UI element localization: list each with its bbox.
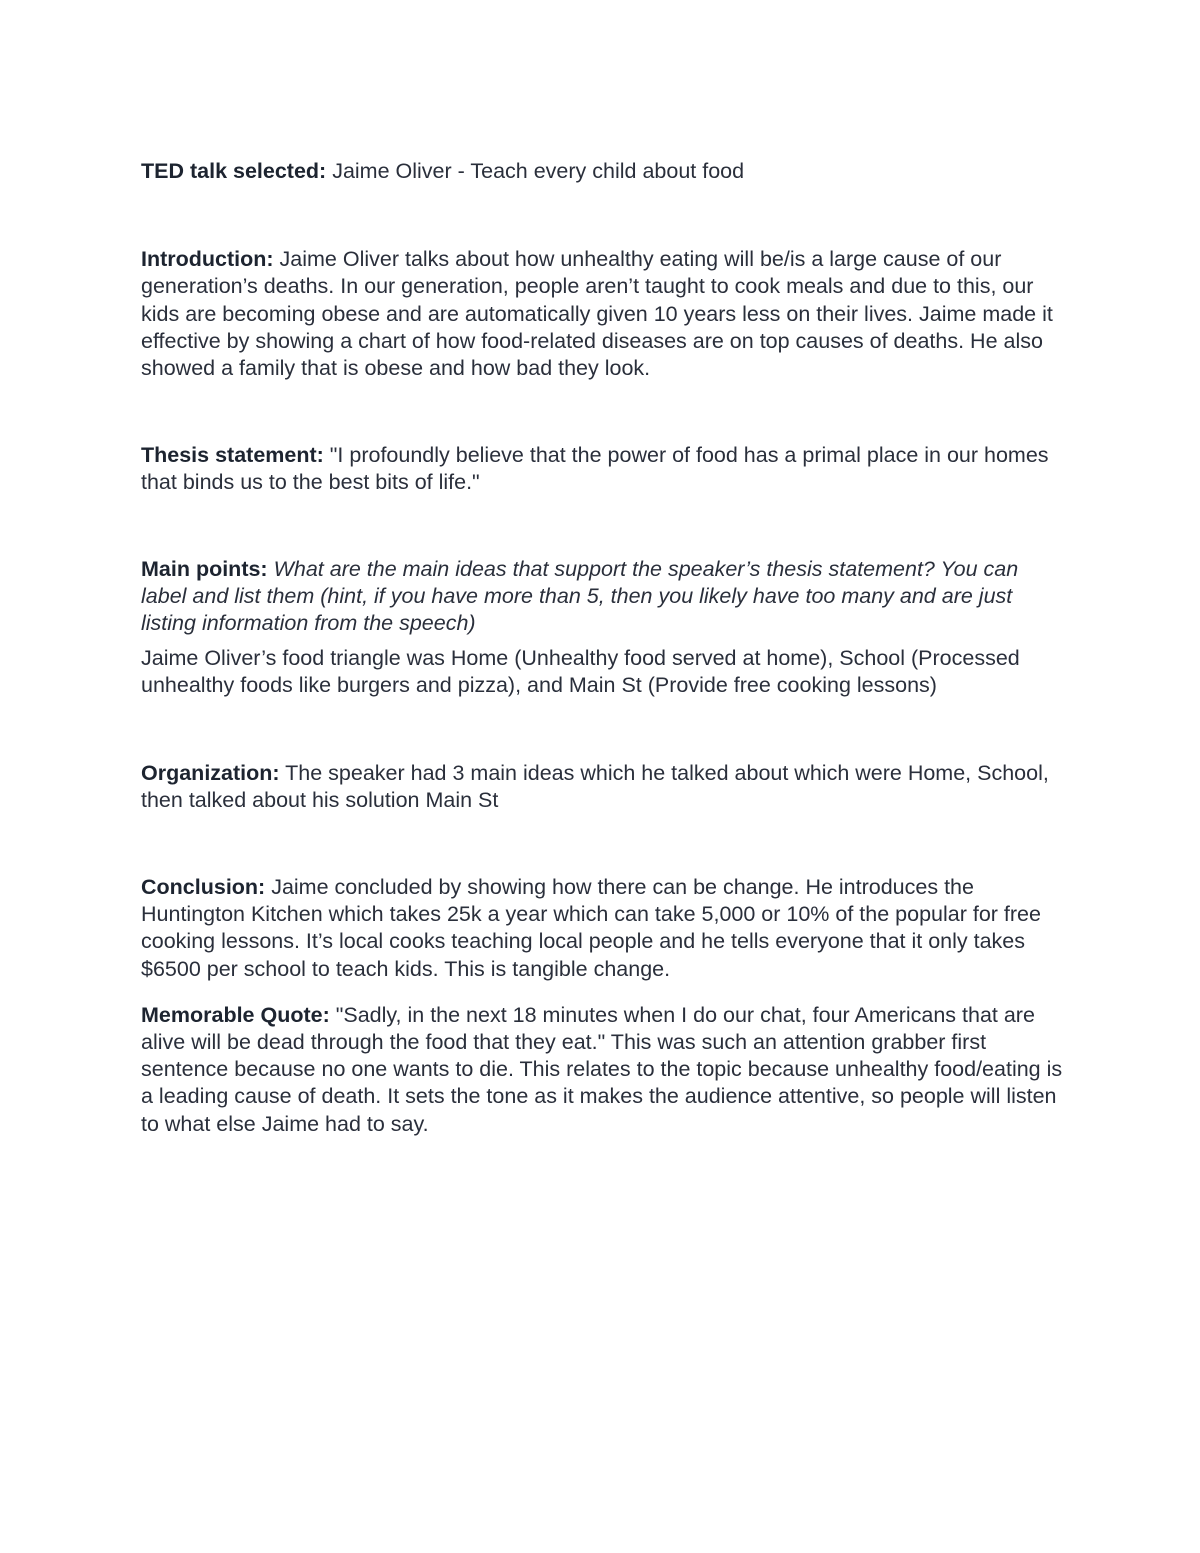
introduction-label: Introduction: bbox=[141, 247, 274, 272]
memorable-quote-section bbox=[141, 1002, 1066, 1138]
thesis-section bbox=[141, 442, 1066, 496]
conclusion-text: Jaime concluded by showing how there can be change. He introduces the Huntington Kitchen which takes 25k a year which can take 5,000 or 10% of the popular for free cooking lessons. It’s local cooks teaching local people and he tells everyone that it only takes $6500 per school to teach kids. This is tangible change. bbox=[141, 875, 1041, 981]
document-body bbox=[141, 158, 1066, 1138]
main-points-label: Main points: bbox=[141, 556, 268, 581]
conclusion-section bbox=[141, 874, 1066, 983]
organization-section bbox=[141, 760, 1066, 814]
ted-talk-label: TED talk selected: bbox=[141, 159, 327, 183]
ted-talk-text: Jaime Oliver - Teach every child about food bbox=[326, 159, 745, 183]
introduction-text: Jaime Oliver talks about how unhealthy eating will be/is a large cause of our generation’s deaths. In our generation, people aren’t taught to cook meals and due to this, our kids are becoming obese and are automatically given 10 years less on their lives. Jaime made it effective by showing a chart of how food-related diseases are on top causes of deaths. He also showed a family that is obese and how bad they look. bbox=[141, 247, 1053, 381]
memorable-quote-label: Memorable Quote: bbox=[141, 1002, 330, 1027]
main-points-answer: Jaime Oliver’s food triangle was Home (Unhealthy food served at home), School (Processed unhealthy foods like burgers and pizza), and Main St (Provide free cooking lessons) bbox=[141, 646, 1020, 698]
main-points-section bbox=[141, 556, 1066, 638]
organization-text: The speaker had 3 main ideas which he talked about which were Home, School, then talked about his solution Main St bbox=[141, 760, 1049, 812]
conclusion-label: Conclusion: bbox=[141, 875, 266, 900]
ted-talk-section bbox=[141, 158, 1066, 185]
organization-label: Organization: bbox=[141, 760, 280, 785]
introduction-section bbox=[141, 246, 1066, 382]
memorable-quote-text: "Sadly, in the next 18 minutes when I do our chat, four Americans that are alive will be dead through the food that they eat." This was such an attention grabber first sentence because no one wants to die. This relates to the topic because unhealthy food/eating is a leading cause of death. It sets the tone as it makes the audience attentive, so people will listen to what else Jaime had to say. bbox=[141, 1002, 1063, 1136]
thesis-label: Thesis statement: bbox=[141, 443, 324, 468]
main-points-prompt: What are the main ideas that support the speaker’s thesis statement? You can label and list them (hint, if you have more than 5, then you likely have too many and are just listing information from the speech) bbox=[141, 556, 1019, 636]
thesis-text: "I profoundly believe that the power of food has a primal place in our homes that binds us to the best bits of life." bbox=[141, 443, 1049, 495]
